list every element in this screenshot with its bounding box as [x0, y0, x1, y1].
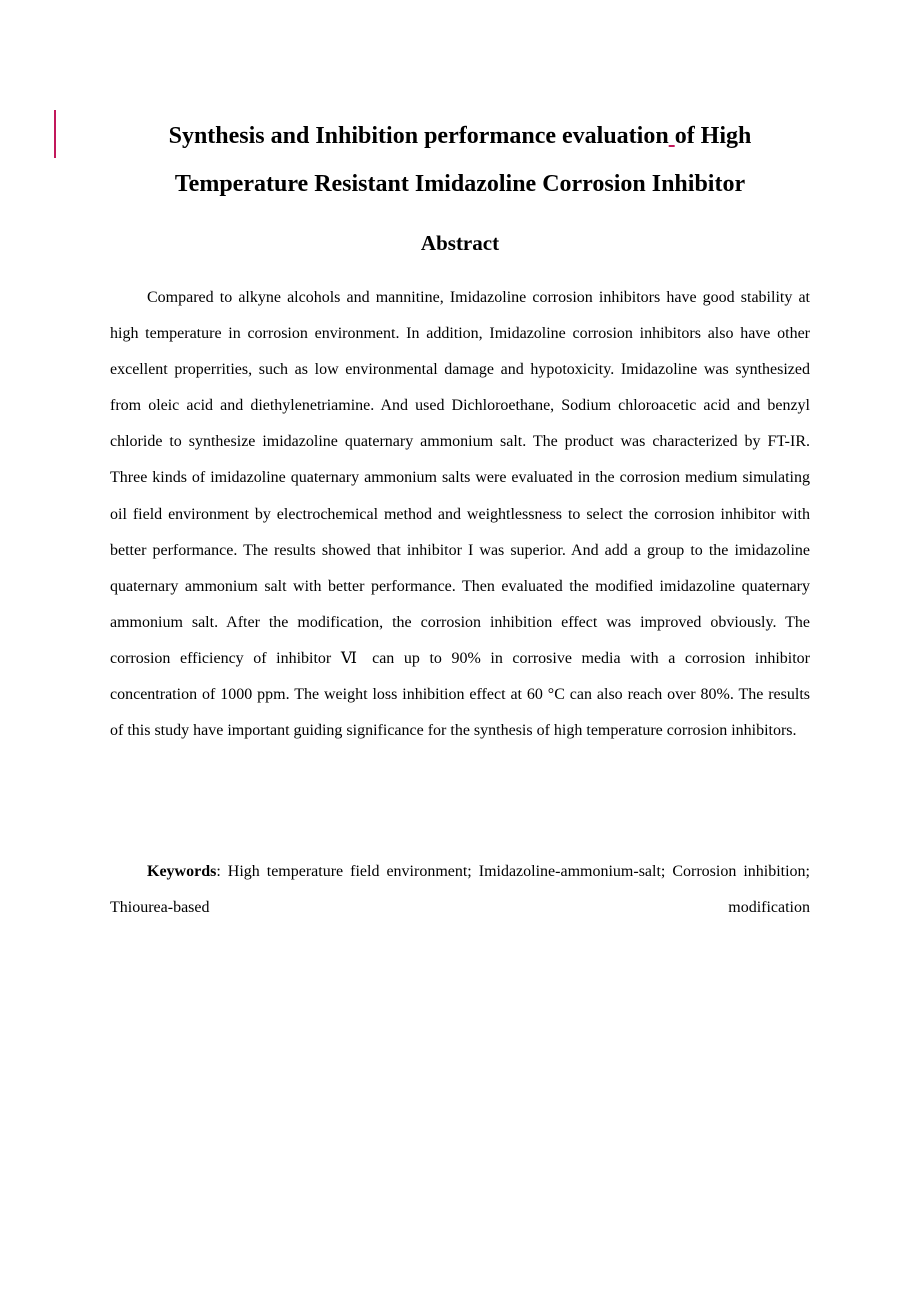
paper-title: [110, 112, 810, 208]
keywords-text: High temperature field environment; Imidazoline-ammonium-salt; Corrosion inhibition; Thiourea-based modification: [110, 863, 810, 916]
abstract-paragraph: [110, 280, 810, 749]
abstract-heading: Abstract: [420, 231, 500, 255]
abstract-text-part-2: can up to 90% in corrosive media with a corrosion inhibitor concentration of 1000 ppm. The weight loss inhibition effect at 60 °C can also reach over 80%. The results of this study have important guiding significance for the synthesis of high temperature corrosion inhibitors.: [110, 649, 810, 740]
title-part-2: of High Temperature Resistant Imidazoline Corrosion Inhibitor: [174, 123, 752, 197]
keywords-separator: :: [216, 863, 228, 880]
inhibitor-roman-numeral: Ⅵ: [340, 649, 363, 667]
abstract-text-part-1: Compared to alkyne alcohols and mannitine, Imidazoline corrosion inhibitors have good stability at high temperature in corrosion environment. In addition, Imidazoline corrosion inhibitors also have other excellent properrities, such as low environmental damage and hypotoxicity. Imidazoline was synthesized from oleic acid and diethylenetriamine. And used Dichloroethane, Sodium chloroacetic acid and benzyl chloride to synthesize imidazoline quaternary ammonium salt. The product was characterized by FT-IR. Three kinds of imidazoline quaternary ammonium salts were evaluated in the corrosion medium simulating oil field environment by electrochemical method and weightlessness to select the corrosion inhibitor with better performance. The results showed that inhibitor I was superior. And add a group to the imidazoline quaternary ammonium salt with better performance. Then evaluated the modified imidazoline quaternary ammonium salt. After the modification, the corrosion inhibition effect was improved obviously. The corrosion efficiency of inhibitor: [110, 289, 810, 667]
keywords-paragraph: [110, 854, 810, 926]
keywords-label: Keywords: [147, 863, 217, 880]
title-part-1: Synthesis and Inhibition performance evaluation: [168, 123, 669, 149]
revision-change-bar: [54, 110, 56, 158]
